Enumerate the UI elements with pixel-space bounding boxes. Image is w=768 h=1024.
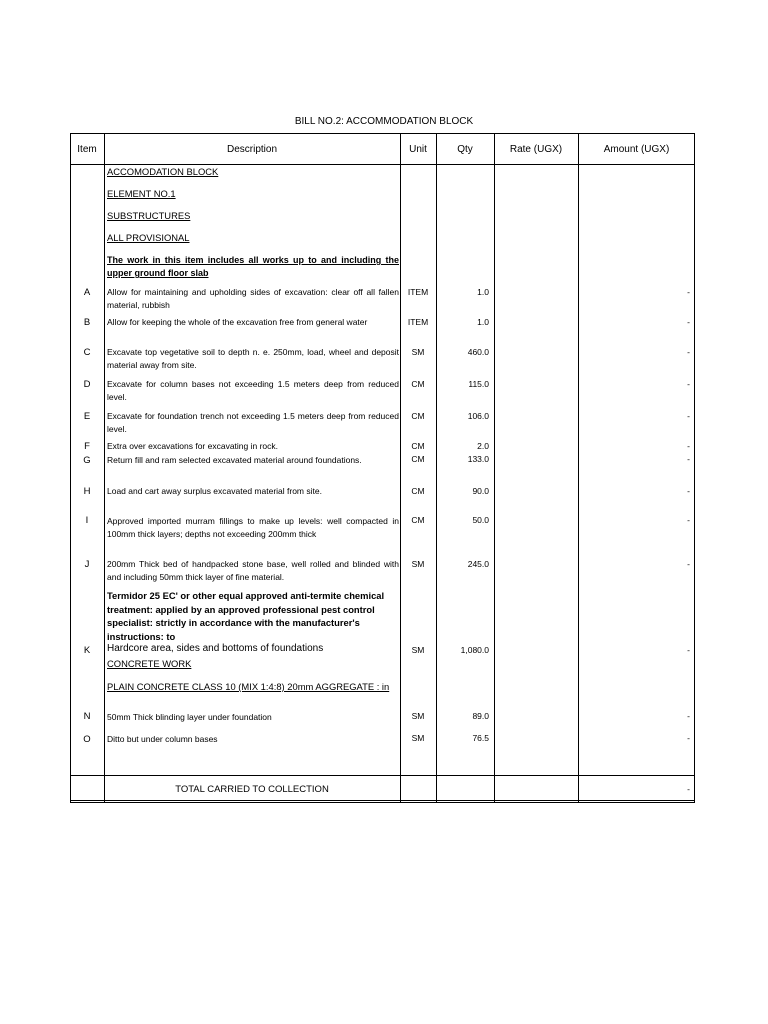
- heading-anti-termite: Termidor 25 EC' or other equal approved anti-termite chemical treatment: applied by an approved professional pest control specialist: strictly in accordance with the manufacturer's instructions: to: [107, 590, 385, 642]
- item-qty: 50.0: [472, 515, 489, 525]
- item-description: Extra over excavations for excavating in rock.: [107, 441, 279, 451]
- item-qty: 1,080.0: [460, 645, 489, 655]
- total-label: TOTAL CARRIED TO COLLECTION: [175, 784, 329, 795]
- item-unit: CM: [411, 515, 425, 525]
- item-code: N: [83, 711, 91, 722]
- item-description: 200mm Thick bed of handpacked stone base, well rolled and blinded with and including 50mm thick layer of fine material.: [107, 559, 399, 582]
- heading-substructures: SUBSTRUCTURES: [107, 210, 191, 221]
- item-description: Allow for maintaining and upholding sides of excavation: clear off all fallen material, rubbish: [107, 287, 399, 310]
- heading-plain-concrete: PLAIN CONCRETE CLASS 10 (MIX 1:4:8) 20mm AGGREGATE : in: [107, 681, 390, 692]
- item-unit: SM: [411, 347, 425, 357]
- item-unit: ITEM: [407, 287, 429, 297]
- total-divider: [70, 775, 695, 776]
- column-header-amount: Amount (UGX): [603, 144, 670, 155]
- item-unit: SM: [411, 733, 425, 743]
- item-qty: 89.0: [472, 711, 489, 721]
- column-divider: [400, 133, 401, 803]
- bill-title: BILL NO.2: ACCOMMODATION BLOCK: [294, 116, 474, 127]
- heading-block: ACCOMODATION BLOCK: [107, 166, 219, 177]
- item-code: I: [85, 515, 89, 526]
- item-amount: -: [687, 515, 690, 525]
- item-amount: -: [687, 733, 690, 743]
- item-amount: -: [687, 486, 690, 496]
- column-header-description: Description: [226, 144, 278, 155]
- item-amount: -: [687, 559, 690, 569]
- item-description: 50mm Thick blinding layer under foundation: [107, 712, 272, 722]
- item-code: J: [84, 559, 90, 570]
- item-description: Ditto but under column bases: [107, 734, 218, 744]
- item-qty: 90.0: [472, 486, 489, 496]
- column-divider: [436, 133, 437, 803]
- item-unit: CM: [411, 379, 425, 389]
- item-description: Excavate for foundation trench not exceeding 1.5 meters deep from reduced level.: [107, 411, 399, 434]
- item-description: Load and cart away surplus excavated material from site.: [107, 486, 322, 496]
- item-unit: CM: [411, 411, 425, 421]
- column-header-unit: Unit: [409, 144, 427, 155]
- item-unit: CM: [411, 441, 425, 451]
- item-qty: 133.0: [467, 454, 489, 464]
- item-code: A: [83, 287, 91, 298]
- column-header-item: Item: [77, 144, 97, 155]
- item-description: Approved imported murram fillings to make up levels: well compacted in 100mm thick layers; depths not exceeding 200mm thick: [107, 516, 399, 539]
- item-code: D: [83, 379, 91, 390]
- heading-scope-note: The work in this item includes all works up to and including the upper ground floor slab: [107, 255, 399, 278]
- item-amount: -: [687, 711, 690, 721]
- heading-element: ELEMENT NO.1: [107, 188, 176, 199]
- item-amount: -: [687, 379, 690, 389]
- total-amount: -: [687, 784, 690, 794]
- item-qty: 460.0: [467, 347, 489, 357]
- item-code: H: [83, 486, 91, 497]
- item-unit: SM: [411, 711, 425, 721]
- item-description: Hardcore area, sides and bottoms of foundations: [107, 643, 324, 654]
- item-code: G: [83, 455, 91, 466]
- item-description: Excavate top vegetative soil to depth n. e. 250mm, load, wheel and deposit material away from site.: [107, 347, 399, 370]
- item-unit: CM: [411, 486, 425, 496]
- item-unit: SM: [411, 645, 425, 655]
- item-code: K: [83, 645, 91, 656]
- item-qty: 76.5: [472, 733, 489, 743]
- item-qty: 2.0: [477, 441, 489, 451]
- item-description: Allow for keeping the whole of the excavation free from general water: [107, 317, 368, 327]
- item-unit: ITEM: [407, 317, 429, 327]
- column-divider: [494, 133, 495, 803]
- item-amount: -: [687, 454, 690, 464]
- item-unit: CM: [411, 454, 425, 464]
- item-amount: -: [687, 411, 690, 421]
- item-description: Return fill and ram selected excavated material around foundations.: [107, 455, 362, 465]
- item-code: B: [83, 317, 91, 328]
- item-description: Excavate for column bases not exceeding 1.5 meters deep from reduced level.: [107, 379, 399, 402]
- item-code: C: [83, 347, 91, 358]
- item-amount: -: [687, 441, 690, 451]
- column-header-qty: Qty: [457, 144, 473, 155]
- item-amount: -: [687, 347, 690, 357]
- column-divider: [578, 133, 579, 803]
- item-amount: -: [687, 287, 690, 297]
- item-code: F: [84, 441, 90, 452]
- column-header-rate: Rate (UGX): [509, 144, 563, 155]
- item-qty: 1.0: [477, 287, 489, 297]
- heading-provisional: ALL PROVISIONAL: [107, 232, 190, 243]
- heading-concrete-work: CONCRETE WORK: [107, 658, 192, 669]
- item-qty: 106.0: [467, 411, 489, 421]
- item-code: E: [83, 411, 91, 422]
- item-qty: 245.0: [467, 559, 489, 569]
- item-amount: -: [687, 317, 690, 327]
- item-qty: 115.0: [468, 379, 489, 389]
- column-divider: [104, 133, 105, 803]
- table-bottom-rule: [70, 800, 695, 801]
- item-qty: 1.0: [477, 317, 489, 327]
- item-amount: -: [687, 645, 690, 655]
- item-code: O: [83, 734, 91, 745]
- item-unit: SM: [411, 559, 425, 569]
